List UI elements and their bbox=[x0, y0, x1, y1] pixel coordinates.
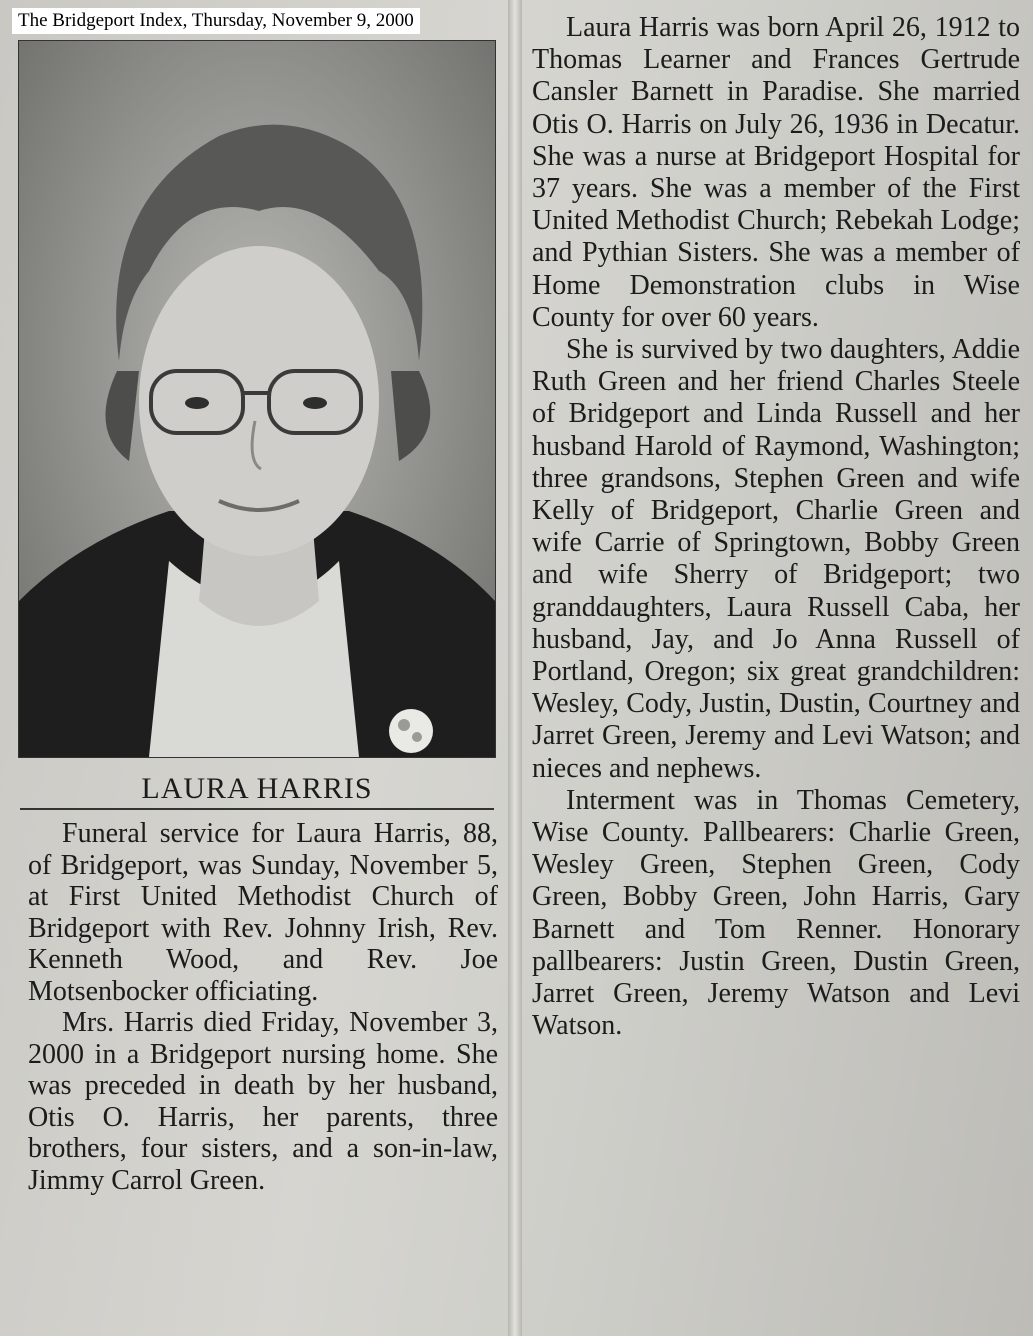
death-paragraph: Mrs. Harris died Friday, November 3, 2000 in a Bridgeport nursing home. She was preceded in death by her husband, Otis O. Harris, her parents, three brothers, four sisters, and a son-in-law, Jimmy Carrol Green. bbox=[28, 1007, 498, 1196]
portrait-illustration bbox=[19, 41, 495, 757]
portrait-photo bbox=[18, 40, 496, 758]
masthead-caption: The Bridgeport Index, Thursday, November 9, 2000 bbox=[12, 8, 420, 34]
left-column-text bbox=[28, 818, 498, 1196]
interment-paragraph: Interment was in Thomas Cemetery, Wise County. Pallbearers: Charlie Green, Wesley Green, Stephen Green, Cody Green, Bobby Green, John Harris, Gary Barnett and Tom Renner. Honorary pallbearers: Justin Green, Dustin Green, Jarret Green, Jeremy Watson and Levi Watson. bbox=[532, 784, 1020, 1042]
obituary-name-heading: LAURA HARRIS bbox=[20, 772, 494, 810]
column-gutter bbox=[508, 0, 522, 1336]
right-column-text bbox=[532, 12, 1020, 1043]
biography-paragraph: Laura Harris was born April 26, 1912 to Thomas Learner and Frances Gertrude Cansler Barnett in Paradise. She married Otis O. Harris on July 26, 1936 in Decatur. She was a nurse at Bridgeport Hospital for 37 years. She was a member of the First United Methodist Church; Rebekah Lodge; and Pythian Sisters. She was a member of Home Demonstration clubs in Wise County for over 60 years. bbox=[532, 12, 1020, 333]
survivors-paragraph: She is survived by two daughters, Addie Ruth Green and her friend Charles Steele of Bridgeport and Linda Russell and her husband Harold of Raymond, Washington; three grandsons, Stephen Green and wife Kelly of Bridgeport, Charlie Green and wife Carrie of Springtown, Bobby Green and wife Sherry of Bridgeport; two granddaughters, Laura Russell Caba, her husband, Jay, and Jo Anna Russell of Portland, Oregon; six great grandchildren: Wesley, Cody, Justin, Dustin, Courtney and Jarret Green, Jeremy and Levi Watson; and nieces and nephews. bbox=[532, 334, 1020, 784]
funeral-paragraph: Funeral service for Laura Harris, 88, of Bridgeport, was Sunday, November 5, at First United Methodist Church of Bridgeport with Rev. Johnny Irish, Rev. Kenneth Wood, and Rev. Joe Motsenbocker officiating. bbox=[28, 818, 498, 1007]
